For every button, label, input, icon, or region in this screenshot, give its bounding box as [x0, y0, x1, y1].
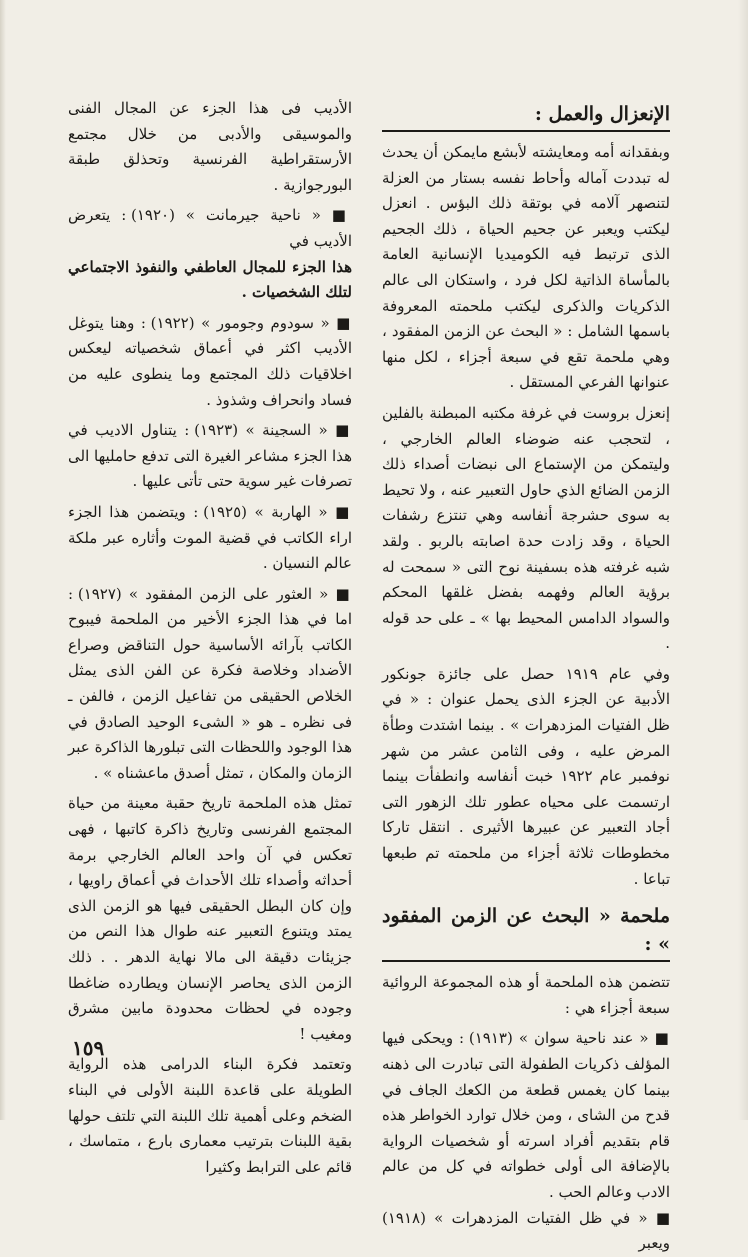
- paragraph: وتعتمد فكرة البناء الدرامى هذه الرواية الطويلة على قاعدة اللبنة الأولى في البناء الضخم وعلى أهمية تلك اللبنة التي تلتف حولها بقية اللبنات بترتيب معمارى بارع ، متماسك ، قائم على الترابط وكثيرا: [68, 1055, 352, 1176]
- scan-shadow-left: [0, 0, 6, 1120]
- list-item-bold: هذا الجزء للمجال العاطفي والنفوذ الاجتماعي لتلك الشخصيات .: [68, 257, 352, 302]
- paragraph: وبفقدانه أمه ومعايشته لأبشع مايمكن أن يحدث له تبددت آماله وأحاط نفسه بستار من العزلة لتنصهر آلامه في بوتقة ذلك البؤس . انعزل ليكتب ويعبر عن جحيم الحياة ، ذلك الجحيم الذى ترتبط فيه الكوميديا الإنسانية العامة بالمأساة الذاتية لكل فرد ، واستكان الى عالم الذكريات والذكرى ليكتب ملحمته المعروفة باسمها الشامل : « البحث عن الزمن المفقود ، وهي ملحمة تقع في سبعة أجزاء ، لكل منها عنوانها الفرعي المستقل .: [382, 143, 670, 392]
- paragraph: الأديب فى هذا الجزء عن المجال الفنى والموسيقى والأدبى من خلال مجتمع الأرستقراطية الفرنسية وتحذلق طبقة البورجوازية .: [68, 99, 352, 194]
- paragraph: وفي عام ١٩١٩ حصل على جائزة جونكور الأدبية عن الجزء الذى يحمل عنوان : « في ظل الفتيات المزدهرات » . بينما اشتدت وطأة المرض عليه ، وفى الثامن عشر من شهر نوفمبر عام ١٩٢٢ خبت أنفاسه وانطفأت بينما ارتسمت على محياه عطور تلك الزهور التى أجاد التعبير عن عبيرها الأثيرى . انتقل تاركا مخطوطات ثلاثة أجزاء من ملحمته تم طبعها تباعا .: [382, 664, 670, 888]
- list-item: ■ « الهاربة » (١٩٢٥) : ويتضمن هذا الجزء اراء الكاتب في قضية الموت وأثاره عبر ملكة عالم النسيان .: [68, 502, 352, 573]
- left-column: [68, 96, 352, 1180]
- section-heading-isolation: الإنعزال والعمل :: [382, 100, 670, 132]
- list-item: ■ « ناحية جيرمانت » (١٩٢٠) : يتعرض الأديب في: [68, 206, 352, 250]
- paragraph: إنعزل بروست في غرفة مكتبه المبطنة بالفلين ، لتحجب عنه ضوضاء العالم الخارجي ، وليتمكن من الإستماع الى نبضات أصداء ذلك الزمن الضائع الذي حاول التعبير عنه ، ولا تحيط به سوى حشرجة أنفاسه وهي تنتزع رشفات الحياة ، وقد زادت حدة اصابته بالربو . ولقد شبه غرفته هذه بسفينة نوح التى « سمحت له برؤية العالم وفهمه بفضل غلقها المحكم والسواد الدامس المحيط بها » ـ على حد قوله .: [382, 403, 670, 653]
- paragraph: تمثل هذه الملحمة تاريخ حقبة معينة من حياة المجتمع الفرنسى وتاريخ ذاكرة كاتبها ، فهى تعكس في آن واحد العالم الخارجي برمة أحداثه وأصداء تلك الأحداث في أعماق راويها ، وإن كان البطل الحقيقى فيها هو الزمن الذى يمتد ويتنوع التعبير عنه طوال هذا النص من جزيئات دقيقة الى مالا نهاية الدهر . . ذلك الزمن الذى يحاصر الإنسان ويطارده ضاغطا وجوده في لحظات محدودة مابين مشرق ومغيب !: [68, 794, 352, 1043]
- list-item: ■ « في ظل الفتيات المزدهرات » (١٩١٨) ويعبر: [382, 1208, 670, 1253]
- right-column: [382, 100, 670, 1257]
- list-item: ■ « عند ناحية سوان » (١٩١٣) : ويحكى فيها المؤلف ذكريات الطفولة التى تبادرت الى ذهنه بينما كان يغمس قطعة من الكعك الجاف في قدح من الشاى ، ومن خلال توارد الخواطر هذه قام بتقديم أفراد اسرته أو شخصيات الرواية بالإضافة الى أولى خطواته في كل من عالم الادب وعالم الحب .: [382, 1029, 670, 1201]
- list-item: ■ « السجينة » (١٩٢٣) : يتناول الاديب في هذا الجزء مشاعر الغيرة التى تدفع حامليها الى تصرفات غير سوية حتى تأتى عليها .: [68, 421, 352, 491]
- list-item: ■ « سودوم وجومور » (١٩٢٢) : وهنا يتوغل الأديب اكثر في أعماق شخصياته ليعكس اخلاقيات ذلك المجتمع وما ينطوى عليه من فساد وانحراف وشذوذ .: [68, 313, 352, 409]
- list-item: ■ « العثور على الزمن المفقود » (١٩٢٧) : اما في هذا الجزء الأخير من الملحمة فيبوح الكاتب بآرائه الأساسية حول التناقض وصراع الأضداد وخلاصة فكرة عن الفن الذى يمثل الخلاص الحقيقى من تفاعيل الزمن ، فالفن ـ فى نظره ـ هو « الشىء الوحيد الصادق في هذا الوجود واللحظات التى تبلورها الذاكرة عبر الزمان والمكان ، تمثل أصدق ماعشناه » .: [68, 584, 352, 782]
- paragraph: تتضمن هذه الملحمة أو هذه المجموعة الروائية سبعة أجزاء هي :: [382, 973, 670, 1017]
- page-number: ١٥٩: [72, 1036, 105, 1060]
- scan-shadow-right: [738, 0, 748, 1120]
- section-heading-epic: ملحمة « البحث عن الزمن المفقود » :: [382, 902, 670, 962]
